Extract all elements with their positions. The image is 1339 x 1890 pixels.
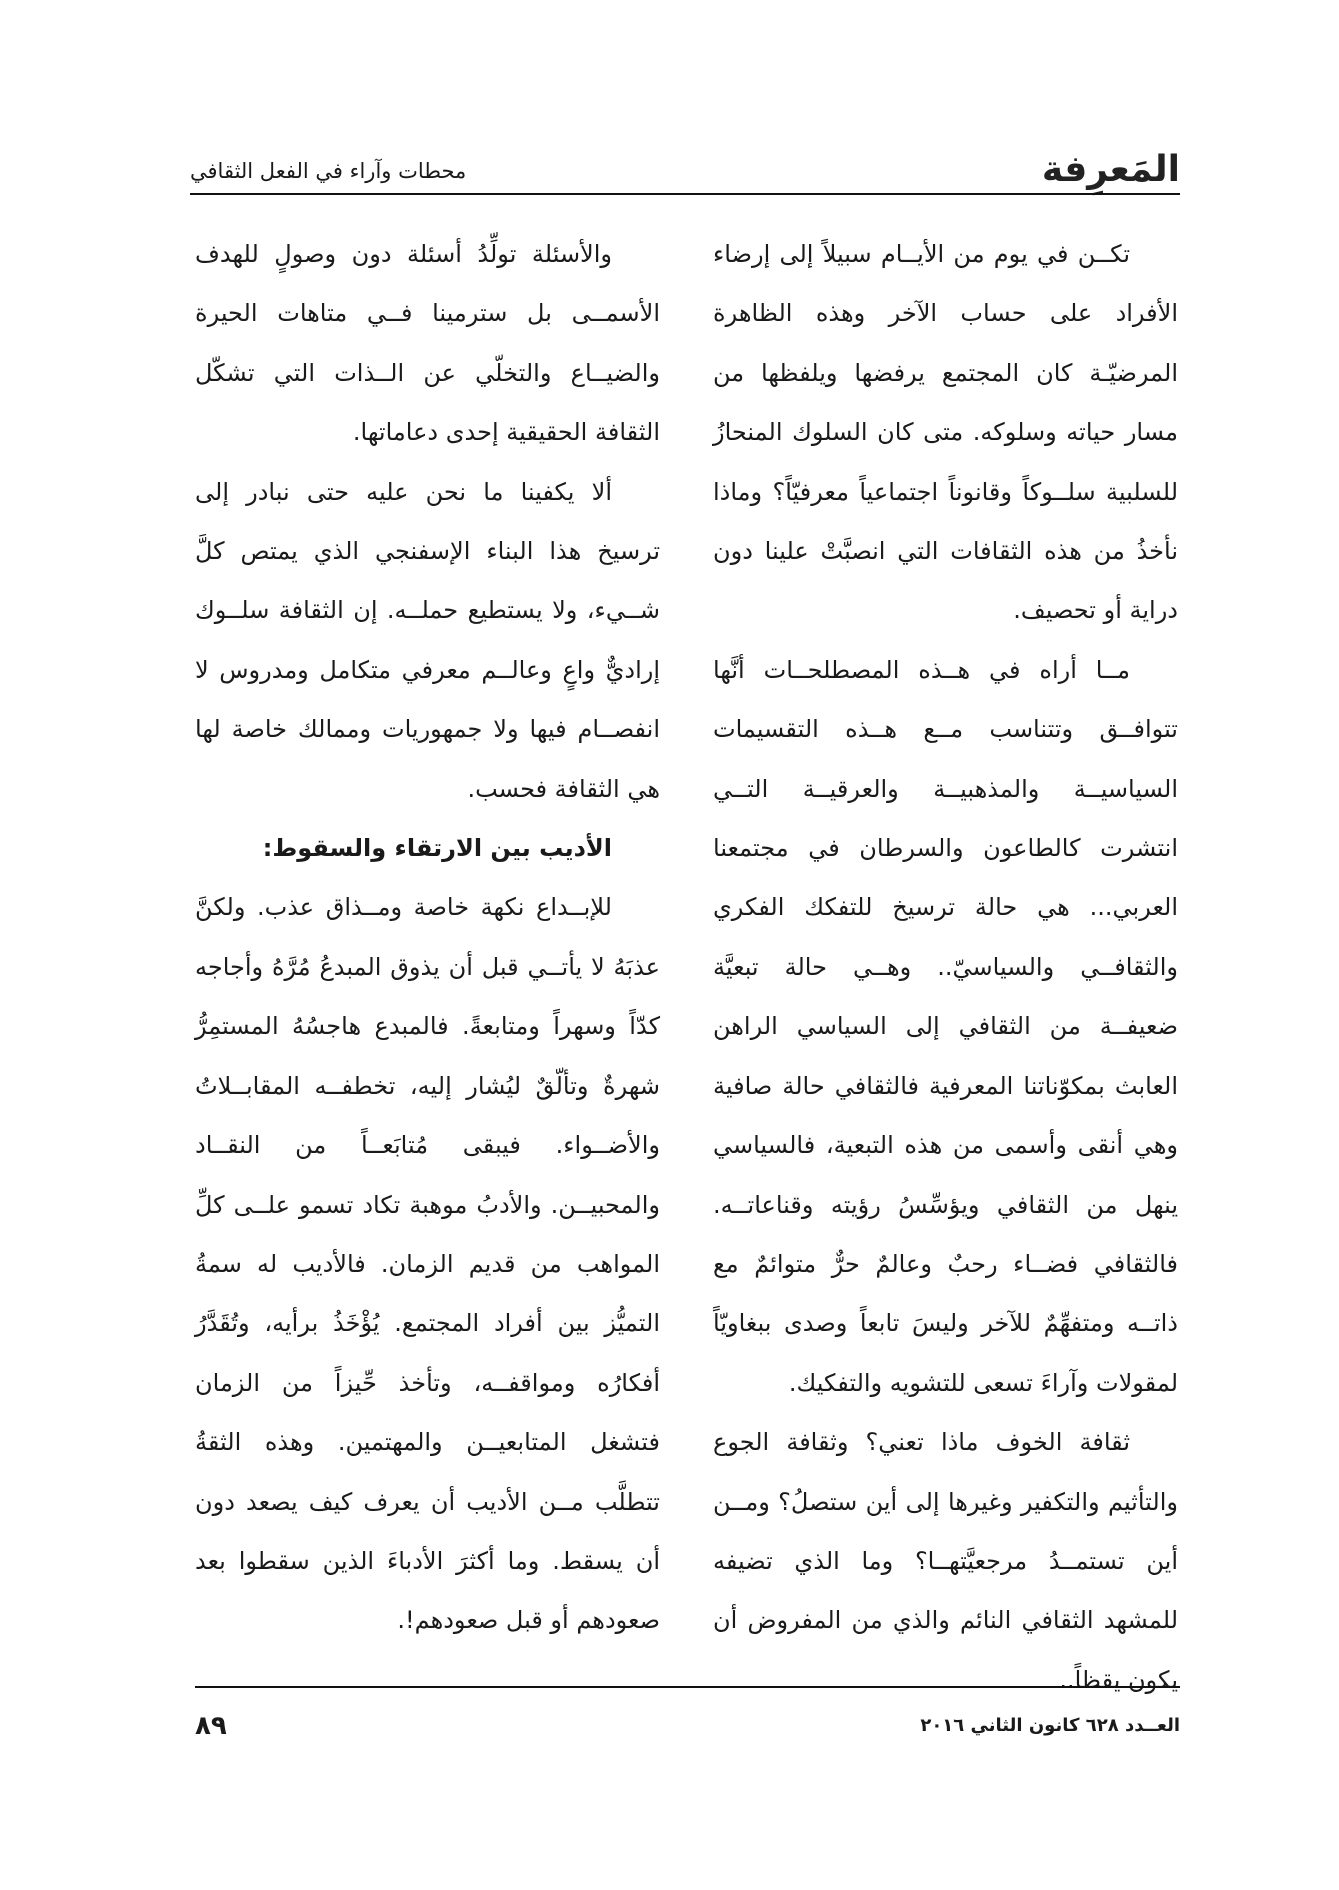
footer-rule bbox=[195, 1686, 1180, 1688]
paragraph: ثقافة الخوف ماذا تعني؟ وثقافة الجوع والتأثيم والتكفير وغيرها إلى أين ستصلُ؟ ومــن أين تستمــدُ مرجعيَّتهــا؟ وما الذي تضيفه للمشهد الثقافي النائم والذي من المفروض أن يكون يقظاً.. bbox=[713, 1428, 1178, 1694]
header-rule bbox=[190, 193, 1180, 195]
paragraph: تكــن في يوم من الأيــام سبيلاً إلى إرضاء الأفراد على حساب الآخر وهذه الظاهرة المرضيّـة كان المجتمع يرفضها ويلفظها من مسار حياته وسلوكه. متى كان السلوك المنحازُ للسلبية سلــوكاً وقانوناً اجتماعياً معرفيّاً؟ وماذا نأخذُ من هذه الثقافات التي انصبَّتْ علينا دون دراية أو تحصيف. bbox=[713, 240, 1178, 625]
paragraph: للإبــداع نكهة خاصة ومــذاق عذب. ولكنَّ عذبَهُ لا يأتــي قبل أن يذوق المبدعُ مُرَّهُ وأجاجه كدّاً وسهراً ومتابعةً. فالمبدع هاجسُهُ المستمِرُّ شهرةٌ وتألّقٌ ليُشار إليه، تخطفــه المقابــلاتُ والأضــواء. فيبقى مُتابَعــاً من النقــاد والمحبيــن. والأدبُ موهبة تكاد تسمو علــى كلِّ المواهب من قديم الزمان. فالأديب له سمةُ التميُّز بين أفراد المجتمع. يُؤْخَذُ برأيه، وتُقَدَّرُ أفكارُه ومواقفــه، وتأخذ حِّيزاً من الزمان فتشغل المتابعيــن والمهتمين. وهذه الثقةُ تتطلَّب مــن الأديب أن يعرف كيف يصعد دون أن يسقط. وما أكثرَ الأدباءَ الذين سقطوا بعد صعودهم أو قبل صعودهم!. bbox=[195, 893, 660, 1635]
issue-line: العــدد ٦٢٨ كانون الثاني ٢٠١٦ bbox=[920, 1715, 1180, 1736]
running-head bbox=[190, 150, 1180, 196]
page-number: ٨٩ bbox=[195, 1711, 227, 1741]
magazine-logo: المَعرِفة bbox=[1041, 149, 1180, 190]
paragraph: ألا يكفينا ما نحن عليه حتى نبادر إلى ترسيخ هذا البناء الإسفنجي الذي يمتص كلَّ شــيء، ولا يستطيع حملــه. إن الثقافة سلــوك إراديٌّ واعٍ وعالــم معرفي متكامل ومدروس لا انفصــام فيها ولا جمهوريات وممالك خاصة لها هي الثقافة فحسب. bbox=[195, 477, 660, 803]
column-right bbox=[713, 225, 1178, 1710]
paragraph: والأسئلة تولِّدُ أسئلة دون وصولٍ للهدف الأسمــى بل سترمينا فــي متاهات الحيرة والضيــاع والتخلّي عن الــذات التي تشكّل الثقافة الحقيقية إحدى دعاماتها. bbox=[195, 240, 660, 447]
section-title: محطات وآراء في الفعل الثقافي bbox=[190, 159, 467, 183]
column-left bbox=[195, 225, 660, 1651]
page-footer bbox=[195, 1708, 1180, 1744]
paragraph: مــا أراه في هــذه المصطلحــات أنَّها تتوافــق وتتناسب مــع هــذه التقسيمات السياسيــة والمذهبيــة والعرقيــة التــي انتشرت كالطاعون والسرطان في مجتمعنا العربي... هي حالة ترسيخ للتفكك الفكري والثقافــي والسياسيّ.. وهــي حالة تبعيَّة ضعيفــة من الثقافي إلى السياسي الراهن العابث بمكوّناتنا المعرفية فالثقافي حالة صافية وهي أنقى وأسمى من هذه التبعية، فالسياسي ينهل من الثقافي ويؤسِّسُ رؤيته وقناعاتــه. فالثقافي فضــاء رحبٌ وعالمٌ حرٌّ متوائمٌ مع ذاتــه ومتفهِّمٌ للآخر وليسَ تابعاً وصدى ببغاويّاً لمقولات وآراءَ تسعى للتشويه والتفكيك. bbox=[713, 655, 1178, 1397]
subheading: الأديب بين الارتقاء والسقوط: bbox=[262, 834, 612, 863]
